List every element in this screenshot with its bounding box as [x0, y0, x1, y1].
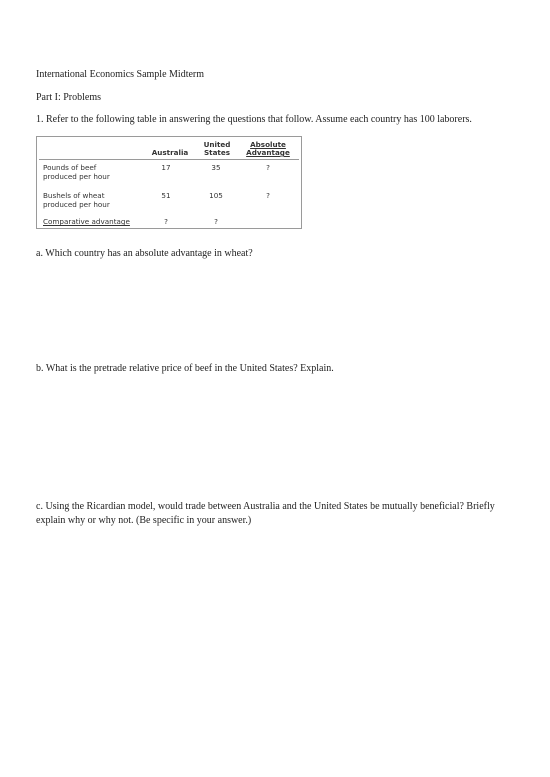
header-absolute-line2: Advantage: [246, 148, 290, 157]
header-absolute-line1: Absolute: [250, 140, 286, 149]
row-comparative-label: Comparative advantage: [43, 217, 130, 226]
row-beef-label-line2: produced per hour: [43, 172, 110, 181]
row-wheat-label-line2: produced per hour: [43, 200, 110, 209]
row-beef-absolute: ?: [266, 163, 270, 172]
header-us-line2: States: [203, 148, 231, 157]
header-rule: [39, 159, 299, 160]
question-1c: c. Using the Ricardian model, would trade between Australia and the United States be mutually beneficial? Briefly explain why or why not. (Be specific in your answer.): [36, 501, 495, 526]
row-beef-australia: 17: [161, 163, 171, 172]
row-wheat-us: 105: [209, 191, 223, 200]
row-beef-label-line1: Pounds of beef: [43, 163, 97, 172]
row-wheat-absolute: ?: [266, 191, 270, 200]
question-1a: a. Which country has an absolute advantage in wheat?: [36, 248, 253, 259]
document-title: International Economics Sample Midterm: [36, 69, 205, 80]
row-comparative-us: ?: [214, 217, 218, 226]
row-comparative-australia: ?: [164, 217, 168, 226]
question-1: 1. Refer to the following table in answering the questions that follow. Assume each country has 100 laborers.: [36, 114, 472, 125]
row-beef-us: 35: [211, 163, 221, 172]
row-wheat-australia: 51: [161, 191, 171, 200]
part-heading: Part I: Problems: [36, 92, 101, 103]
header-us-line1: United: [203, 140, 231, 149]
row-wheat-label-line1: Bushels of wheat: [43, 191, 105, 200]
header-australia: Australia: [151, 148, 189, 157]
production-table: [36, 136, 302, 229]
question-1b: b. What is the pretrade relative price of beef in the United States? Explain.: [36, 363, 334, 374]
